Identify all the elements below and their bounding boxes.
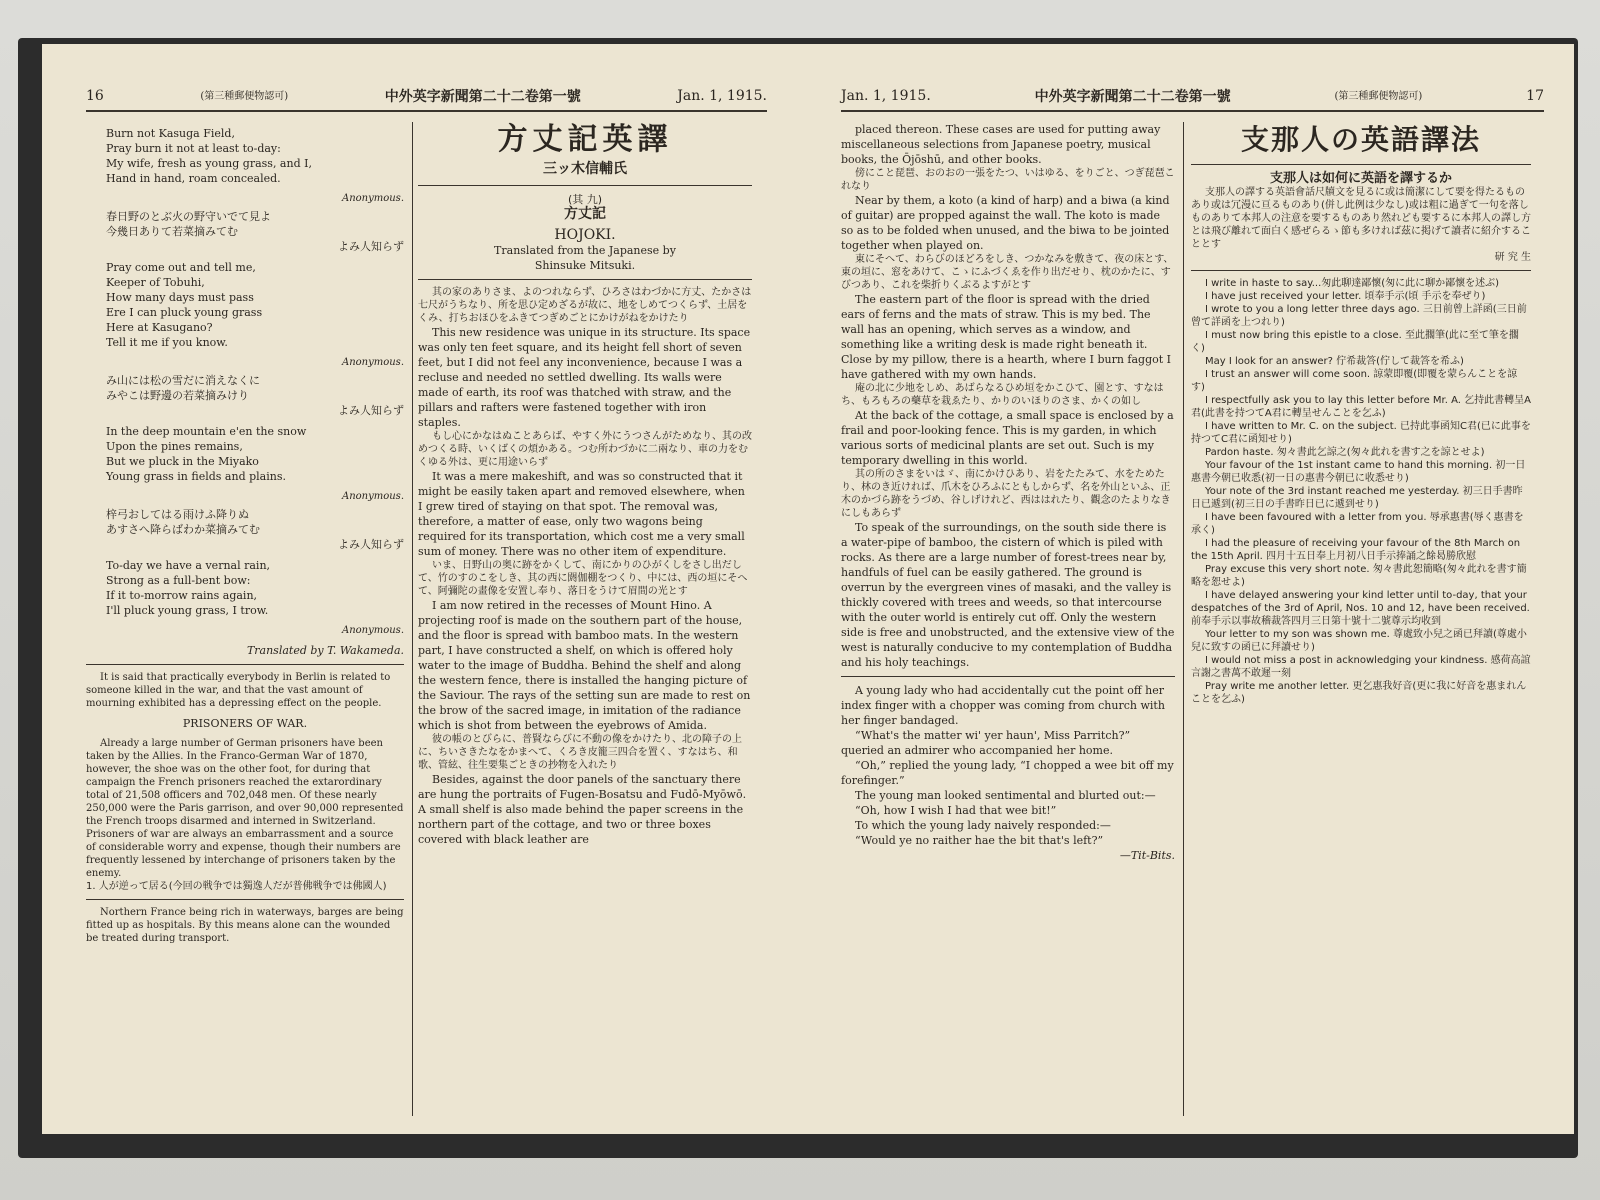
english-title: HOJOKI.: [554, 227, 616, 243]
left-page: [42, 44, 797, 1134]
paragraph: This new residence was unique in its structure. Its space was only ten feet square, and its height fell short of seven feet, but I did not feel any inconvenience, because I was a recluse and needed no settled dwelling. Its walls were made of earth, its roof was thatched with straw, and the pillars and rafters were fastened together with iron staples.: [418, 326, 751, 429]
phrase-item: I respectfully ask you to lay this letter before Mr. A. 乞持此書轉呈A君(此書を持つてA君に轉呈せんことを乞ふ): [1191, 395, 1531, 419]
section-divider: [86, 664, 404, 665]
poem-2: Pray come out and tell me, Keeper of Tobuhi, How many days must pass Ere I can pluck young grass Here at Kasugano? Tell it me if you know.: [106, 261, 263, 349]
journal-title: 中外英字新聞第二十二卷第一號: [384, 89, 581, 105]
phrase-item: I had the pleasure of receiving your favour of the 8th March on the 15th April. 四月十五日奉上月初八日手示捧誦之餘曷勝欣慰: [1191, 538, 1521, 562]
paragraph: To speak of the surroundings, on the south side there is a water-pipe of bamboo, the cistern of which is piled with rocks. As there are a large number of forest-trees near by, handfuls of fuel can be easily gathered. The ground is overrun by the evergreen vines of masaki, and the valley is thickly covered with trees and weeds, so that intercourse with the outer world is entirely cut off. Only the western side is free and unobstructed, and the extensive view of the west is naturally conducive to my contemplation of Buddha and his holy teachings.: [841, 521, 1175, 669]
jp-poem-2: み山には松の雪だに消えなくに みやこは野邊の若菜摘みけり よみ人知らず: [106, 374, 404, 417]
issue-date: Jan. 1, 1915.: [677, 88, 767, 104]
paragraph: The eastern part of the floor is spread with the dried ears of ferns and the mats of straw. This is my bed. The wall has an opening, which serves as a window, and something like a writing desk is made right beneath it. Close by my pillow, there is a hearth, where I burn faggot I have gathered with my own hands.: [841, 293, 1172, 381]
right-page-left-column: [841, 122, 1175, 1116]
chinese-english-title: 支那人の英語譯法: [1240, 123, 1481, 156]
phrase-item: Pardon haste. 匆々書此乞諒之(匆々此れを書す之を諒とせよ): [1205, 447, 1485, 458]
phrase-item: Pray excuse this very short note. 匆々書此恕簡略(匆々此れを書す簡略を恕せよ): [1191, 564, 1527, 588]
anecdote: A young lady who had accidentally cut the point off her index finger with a chopper was coming from church with her finger bandaged.: [841, 684, 1165, 727]
jp-paragraph: 庵の北に少地をしめ、あばらなるひめ垣をかこひて、園とす、すなはち、もろもろの藥草を栽ゑたり、かりのいほりのさま、かくの如し: [841, 383, 1164, 407]
paragraph: Near by them, a koto (a kind of harp) and a biwa (a kind of guitar) are propped against the wall. The koto is made so as to be folded when unused, and the biwa to be jointed together when played on.: [841, 194, 1170, 252]
jp-paragraph: もし心にかなはぬことあらば、やすく外にうつさんがためなり、其の改めつくる時、いくばくの煩かある。つむ所わづかに二兩なり、車の力をむくゆる外は、更に用途いらず: [418, 431, 752, 468]
jp-poem-3: 梓弓おしてはる雨けふ降りぬ あすさへ降らばわか菜摘みてむ よみ人知らず: [106, 508, 404, 551]
jp-paragraph: 東にそへて、わらびのほどろをしき、つかなみを敷きて、夜の床とす、東の垣に、窓をあけて、こゝにふづくゑを作り出だせり、枕のかたに、すびつあり、これを柴折りくぶるよすがとす: [841, 254, 1174, 291]
poem-credit: Anonymous.: [341, 491, 404, 502]
poem-credit: Anonymous.: [341, 357, 404, 368]
paragraph: I am now retired in the recesses of Mount Hino. A projecting roof is made on the southern part of the house, and the floor is spread with bamboo mats. In the western part, I have constructed a shelf, on which is offered holy water to the image of Buddha. Behind the shelf and along the western fence, there is installed the hanging picture of the Saviour. The rays of the setting sun are made to rest on the brow of the sacred image, in imitation of the radiance which is shot from between the eyebrows of Amida.: [418, 599, 751, 732]
jp-paragraph: 彼の帳のとびらに、普賢ならびに不動の像をかけたり、北の障子の上に、ちいさきたなをかまへて、くろき皮籠三四合を置く、すなはち、和歌、管絃、往生要集ごときの抄物を入れたり: [418, 734, 742, 771]
paragraph: At the back of the cottage, a small space is enclosed by a frail and poor-looking fence. This is my garden, in which various sorts of medicinal plants are set out. Such is my temporary dwelling in this world.: [841, 409, 1174, 467]
part-number: (其 九): [567, 193, 603, 206]
jp-poem-1: 春日野のとぶ火の野守いでて見よ 今幾日ありて若菜摘みてむ よみ人知らず: [106, 210, 404, 253]
phrase-item: Your letter to my son was shown me. 尊處致小兒之函已拜讀(尊處小兒に致すの函已に拜讀せり): [1191, 629, 1527, 653]
dialogue-line: “Oh, how I wish I had that wee bit!”: [855, 804, 1057, 817]
phrase-item: Pray write me another letter. 更乞惠我好音(更に我に好音を惠まれんことを乞ふ): [1191, 681, 1527, 705]
intro-paragraph: 支那人の譯する英語會話尺牘文を見るに或は簡潔にして要を得たるものあり或は冗漫に亘るものあり(併し此例は少なし)或は粗に過ぎて一句を落しものありて本邦人の注意を要するものあり然れども要するに本邦人の譯し方とは飛び離れて面白く感ぜらるゝ節も多ければ茲に掲げて讀者に紹介することとす: [1191, 187, 1531, 250]
column-rule: [1183, 122, 1184, 1116]
journal-title: 中外英字新聞第二十二卷第一號: [1034, 89, 1231, 105]
prisoners-heading: PRISONERS OF WAR.: [182, 717, 308, 730]
column-rule: [412, 122, 413, 1116]
intro-credit: 研 究 生: [1494, 252, 1531, 263]
translation-note: Translated from the Japanese by: [494, 244, 676, 257]
section-divider: [841, 676, 1175, 677]
issue-date: Jan. 1, 1915.: [841, 88, 931, 104]
jp-paragraph: 其の所のさまをいはゞ、南にかけひあり、岩をたたみて、水をためたり、林のき近ければ、爪木をひろふにともしからず、名を外山といふ、正木のかづら跡をうづめ、谷しげけれど、西ははれたり、觀念のたよりなきにしもあらず: [841, 469, 1171, 519]
paragraph: Besides, against the door panels of the sanctuary there are hung the portraits of Fugen-Bosatsu and Fudō-Myōwō. A small shelf is also made behind the paper screens in the northern part of the cottage, and two or three boxes covered with black leather are: [418, 773, 747, 846]
poem-credit: Anonymous.: [341, 193, 404, 204]
phrase-item: Your note of the 3rd instant reached me yesterday. 初三日手書昨日已遞到(初三日の手書昨日已に遞到せり): [1191, 486, 1523, 510]
translator-credit: Translated by T. Wakameda.: [246, 644, 404, 657]
poem-1: Burn not Kasuga Field, Pray burn it not at least to-day: My wife, fresh as young grass, and I, Hand in hand, roam concealed.: [106, 127, 312, 185]
page-number: 16: [86, 88, 104, 104]
section-divider: [1191, 270, 1531, 271]
dialogue-line: “Would ye no raither hae the bit that's left?”: [855, 834, 1104, 847]
paragraph: It was a mere makeshift, and was so constructed that it might be easily taken apart and removed elsewhere, when I grew tired of staying on that spot. The removal was, therefore, a matter of ease, only two wagons being required for its transportation, which cost me a very small sum of money. There was no other item of expenditure.: [418, 470, 745, 558]
phrase-item: I have been favoured with a letter from you. 辱承惠書(辱く惠書を承く): [1191, 512, 1524, 536]
postal-note: (第三種郵便物認可): [200, 90, 289, 102]
berlin-note: It is said that practically everybody in Berlin is related to someone killed in the war, and that the vast amount of mourning exhibited has a depressing effect on the people.: [86, 672, 391, 709]
right-page-header: [841, 82, 1544, 112]
left-page-header: [86, 82, 767, 112]
phrase-item: I would not miss a post in acknowledging your kindness. 感荷高誼言謝之書萬不敢遲一刻: [1191, 655, 1531, 679]
source-credit: —Tit-Bits.: [1119, 849, 1175, 862]
paragraph: placed thereon. These cases are used for putting away miscellaneous selections from Japanese poetry, musical books, the Ōjōshū, and other books.: [841, 123, 1161, 166]
phrase-item: I trust an answer will come soon. 諒蒙即覆(即覆を蒙らんことを諒す): [1191, 369, 1518, 393]
dialogue-line: The young man looked sentimental and blurted out:—: [855, 789, 1156, 802]
left-page-right-column: [418, 122, 752, 1116]
section-divider: [418, 279, 752, 280]
dialogue-line: To which the young lady naively responded:—: [855, 819, 1111, 832]
jp-paragraph: 其の家のありさま、よのつれならず、ひろさはわづかに方丈、たかさは七尺がうちなり、所を思ひ定めざるが故に、地をしめてつくらず、土居をくみ、打ちおほひをふきてつぎめごとにかけがねをかけたり: [418, 287, 752, 324]
section-divider: [86, 899, 404, 900]
poem-3: In the deep mountain e'en the snow Upon the pines remains, But we pluck in the Miyako Young grass in fields and plains.: [106, 425, 307, 483]
dialogue-line: “Oh,” replied the young lady, “I chopped a wee bit off my forefinger.”: [841, 759, 1174, 787]
phrase-item: I must now bring this epistle to a close. 至此擱筆(此に至て筆を擱く): [1191, 330, 1519, 354]
postal-note: (第三種郵便物認可): [1334, 90, 1423, 102]
dialogue-line: “What's the matter wi' yer haun', Miss Parritch?” queried an admirer who accompanied her home.: [841, 729, 1131, 757]
title-rule: [1191, 164, 1531, 165]
phrase-item: I have written to Mr. C. on the subject. 已持此事函知C君(已に此事を持つてC君に函知せり): [1191, 421, 1531, 445]
jp-paragraph: いま、日野山の奥に跡をかくして、南にかりのひがくしをさし出だして、竹のすのこをしき、其の西に閼伽棚をつくり、中には、西の垣にそへて、阿彌陀の畫像を安置し奉り、落日をうけて眉間の光とす: [418, 560, 748, 597]
right-page-right-column: [1191, 122, 1531, 1116]
hojoki-byline: 三ッ木信輔氏: [543, 161, 627, 177]
left-page-left-column: [86, 122, 404, 1116]
title-rule: [418, 185, 752, 186]
northern-france-text: Northern France being rich in waterways, barges are being fitted up as hospitals. By this means alone can the wounded be treated during transport.: [86, 907, 404, 944]
poem-credit: Anonymous.: [341, 625, 404, 636]
phrase-item: I have delayed answering your kind letter until to-day, that your despatches of the 3rd of April, Nos. 10 and 12, have been received. 前奉手示以事故稽裁答四月三日第十號十二號尊示均收到: [1191, 590, 1530, 627]
prisoners-text: Already a large number of German prisoners have been taken by the Allies. In the Franco-German War of 1870, however, the shoe was on the other foot, for during that campaign the French prisoners reached the extarordinary total of 21,508 officers and 702,048 men. Of these nearly 250,000 were the Paris garrison, and over 90,000 represented the French troops disarmed and interned in Switzerland. Prisoners of war are always an embarrassment and a source of considerable worry and expense, though their numbers are frequently lessened by interchange of prisoners taken by the enemy.: [86, 738, 404, 879]
article-subtitle: 支那人は如何に英語を譯するか: [1269, 171, 1452, 186]
jp-paragraph: 傍にこと琵琶、おのおの一張をたつ、いはゆる、をりごと、つぎ琵琶これなり: [841, 168, 1175, 192]
page-number: 17: [1526, 88, 1544, 104]
translator-name: Shinsuke Mitsuki.: [534, 259, 636, 272]
poem-4: To-day we have a vernal rain, Strong as a full-bent bow: If it to-morrow rains again, I'll pluck young grass, I trow.: [106, 559, 271, 617]
phrase-item: May I look for an answer? 佇希裁答(佇して裁答を希ふ): [1205, 356, 1464, 367]
part-title: 方丈記: [564, 206, 606, 222]
hojoki-title: 方丈記英譯: [497, 122, 673, 157]
prisoners-footnote: 1. 人が逆って居る(今回の戦争では獨逸人だが普佛戦争では佛國人): [86, 881, 387, 892]
phrase-item: I have just received your letter. 頃奉手示(頃 手示を奉ぜり): [1205, 291, 1486, 302]
phrase-item: I write in haste to say...匆此聊達鄙懷(匆に此に聊か鄙懷を述ぶ): [1205, 278, 1500, 289]
phrase-item: Your favour of the 1st instant came to hand this morning. 初一日惠書今朝已收悉(初一日の惠書今朝已に收悉せり): [1191, 460, 1526, 484]
phrase-item: I wrote to you a long letter three days ago. 三日前曾上詳函(三日前曾て詳函を上つれり): [1191, 304, 1527, 328]
right-page: [797, 44, 1574, 1134]
